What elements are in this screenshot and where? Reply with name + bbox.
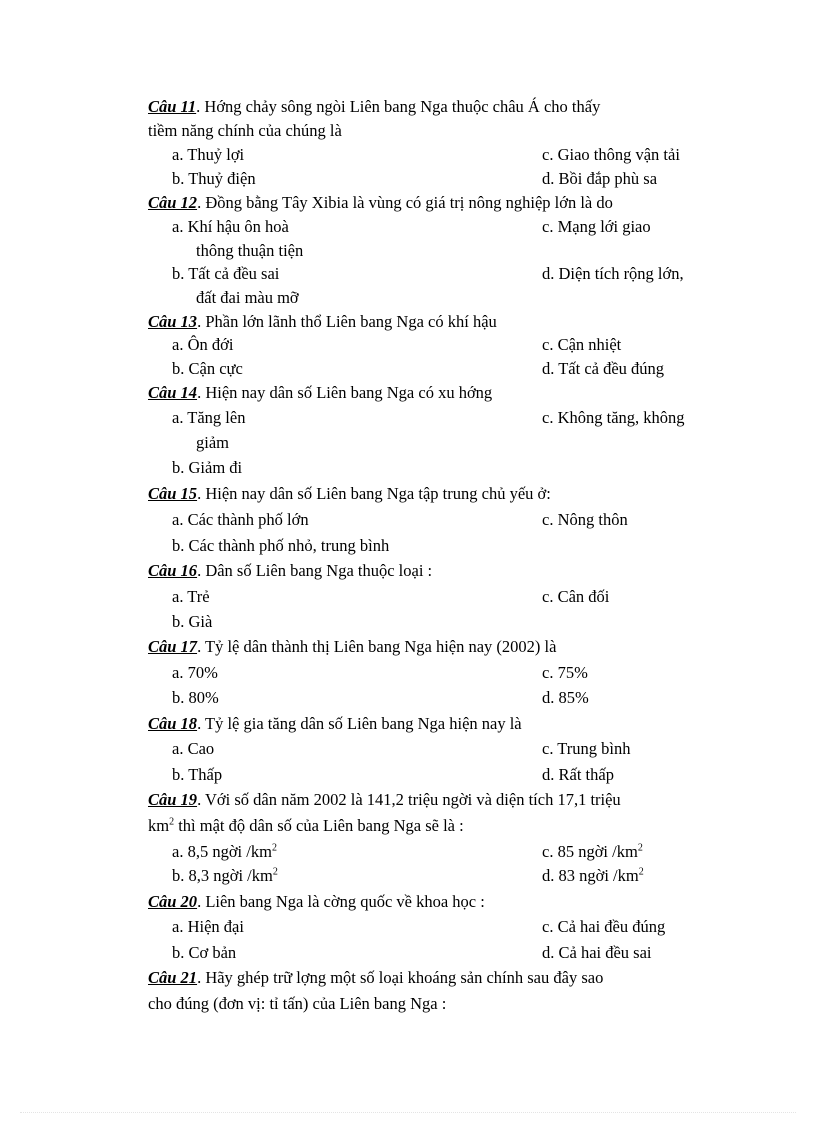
q20-option-d: d. Cả hai đều sai <box>542 943 652 962</box>
superscript-2: 2 <box>638 866 644 878</box>
question-19-label: Câu 19 <box>148 790 198 809</box>
q12-option-a-cont: thông thuận tiện <box>196 241 304 260</box>
q17-option-a: a. 70% <box>172 663 218 682</box>
q13-option-d: d. Tất cả đều đúng <box>542 359 665 378</box>
question-15-stem <box>148 484 551 504</box>
q19-option-a-text: a. 8,5 ngời /km <box>172 842 272 861</box>
q19-option-a <box>172 842 277 862</box>
question-18-label: Câu 18 <box>148 714 198 733</box>
question-19-text: . Với số dân năm 2002 là 141,2 triệu ngời và diện tích 17,1 triệu <box>197 790 621 809</box>
q18-option-a: a. Cao <box>172 739 215 758</box>
question-21-label: Câu 21 <box>148 968 198 987</box>
q18-option-b: b. Thấp <box>172 765 223 784</box>
q19-option-b <box>172 866 278 886</box>
page-footer-divider <box>20 1112 796 1113</box>
q16-option-b: b. Già <box>172 612 213 631</box>
superscript-2: 2 <box>272 866 278 878</box>
question-14-stem <box>148 383 492 403</box>
question-11-stem <box>148 97 600 117</box>
q14-option-a-cont: giảm <box>196 433 229 452</box>
question-19-stem <box>148 790 621 810</box>
q11-option-a: a. Thuỷ lợi <box>172 145 245 164</box>
question-14-text: . Hiện nay dân số Liên bang Nga có xu hớng <box>197 383 493 402</box>
question-14-label: Câu 14 <box>148 383 198 402</box>
q18-option-d: d. Rất thấp <box>542 765 614 784</box>
q19-option-d-text: d. 83 ngời /km <box>542 866 639 885</box>
question-20-stem <box>148 892 485 912</box>
q11-option-c: c. Giao thông vận tải <box>542 145 680 164</box>
question-16-text: . Dân số Liên bang Nga thuộc loại : <box>197 561 433 580</box>
question-11-label: Câu 11 <box>148 97 197 116</box>
q16-option-a: a. Trẻ <box>172 587 210 606</box>
q14-option-c: c. Không tăng, không <box>542 408 685 427</box>
q11-option-d: d. Bồi đắp phù sa <box>542 169 658 188</box>
question-20-label: Câu 20 <box>148 892 198 911</box>
question-18-stem <box>148 714 522 734</box>
question-15-label: Câu 15 <box>148 484 198 503</box>
q13-option-b: b. Cận cực <box>172 359 243 378</box>
question-17-stem <box>148 637 556 657</box>
q13-option-a: a. Ôn đới <box>172 335 234 354</box>
superscript-2: 2 <box>169 816 175 828</box>
q18-option-c: c. Trung bình <box>542 739 631 758</box>
question-11-text: . Hớng chảy sông ngòi Liên bang Nga thuộc châu Á cho thấy <box>196 97 601 116</box>
q14-option-b: b. Giảm đi <box>172 458 243 477</box>
q19-option-b-text: b. 8,3 ngời /km <box>172 866 273 885</box>
q12-option-a: a. Khí hậu ôn hoà <box>172 217 289 236</box>
question-11-stem-cont: tiềm năng chính của chúng là <box>148 121 342 140</box>
question-12-stem <box>148 193 613 213</box>
superscript-2: 2 <box>637 842 643 854</box>
question-21-stem <box>148 968 603 988</box>
question-19-stem-cont <box>148 816 464 836</box>
q20-option-b: b. Cơ bản <box>172 943 237 962</box>
q12-option-b-cont: đất đai màu mỡ <box>196 288 299 307</box>
q19-option-c-text: c. 85 ngời /km <box>542 842 638 861</box>
q13-option-c: c. Cận nhiệt <box>542 335 622 354</box>
question-21-stem-cont: cho đúng (đơn vị: tỉ tấn) của Liên bang Nga : <box>148 994 447 1013</box>
q15-option-c: c. Nông thôn <box>542 510 628 529</box>
q20-option-c: c. Cả hai đều đúng <box>542 917 666 936</box>
superscript-2: 2 <box>271 842 277 854</box>
q12-option-b: b. Tất cả đều sai <box>172 264 280 283</box>
q15-option-b: b. Các thành phố nhỏ, trung bình <box>172 536 390 555</box>
q12-option-d: d. Diện tích rộng lớn, <box>542 264 684 283</box>
km-unit: km <box>148 816 170 835</box>
q20-option-a: a. Hiện đại <box>172 917 244 936</box>
question-15-text: . Hiện nay dân số Liên bang Nga tập trung chủ yếu ở: <box>197 484 551 503</box>
q12-option-c: c. Mạng lới giao <box>542 217 651 236</box>
question-13-stem <box>148 312 497 332</box>
question-13-text: . Phần lớn lãnh thổ Liên bang Nga có khí hậu <box>197 312 497 331</box>
question-20-text: . Liên bang Nga là cờng quốc về khoa học : <box>197 892 485 911</box>
q16-option-c: c. Cân đối <box>542 587 610 606</box>
q17-option-b: b. 80% <box>172 688 219 707</box>
question-18-text: . Tỷ lệ gia tăng dân số Liên bang Nga hiện nay là <box>197 714 522 733</box>
question-12-label: Câu 12 <box>148 193 198 212</box>
q17-option-c: c. 75% <box>542 663 588 682</box>
q11-option-b: b. Thuỷ điện <box>172 169 256 188</box>
q19-option-d <box>542 866 644 886</box>
question-12-text: . Đồng bằng Tây Xibia là vùng có giá trị nông nghiệp lớn là do <box>197 193 613 212</box>
q15-option-a: a. Các thành phố lớn <box>172 510 309 529</box>
q17-option-d: d. 85% <box>542 688 589 707</box>
question-16-label: Câu 16 <box>148 561 198 580</box>
q14-option-a: a. Tăng lên <box>172 408 246 427</box>
question-17-label: Câu 17 <box>148 637 198 656</box>
question-17-text: . Tỷ lệ dân thành thị Liên bang Nga hiện nay (2002) là <box>197 637 557 656</box>
question-13-label: Câu 13 <box>148 312 198 331</box>
question-21-text: . Hãy ghép trữ lợng một số loại khoáng sản chính sau đây sao <box>197 968 604 987</box>
question-16-stem <box>148 561 432 581</box>
q19-option-c <box>542 842 643 862</box>
question-19-text-cont: thì mật độ dân số của Liên bang Nga sẽ là : <box>174 816 464 835</box>
